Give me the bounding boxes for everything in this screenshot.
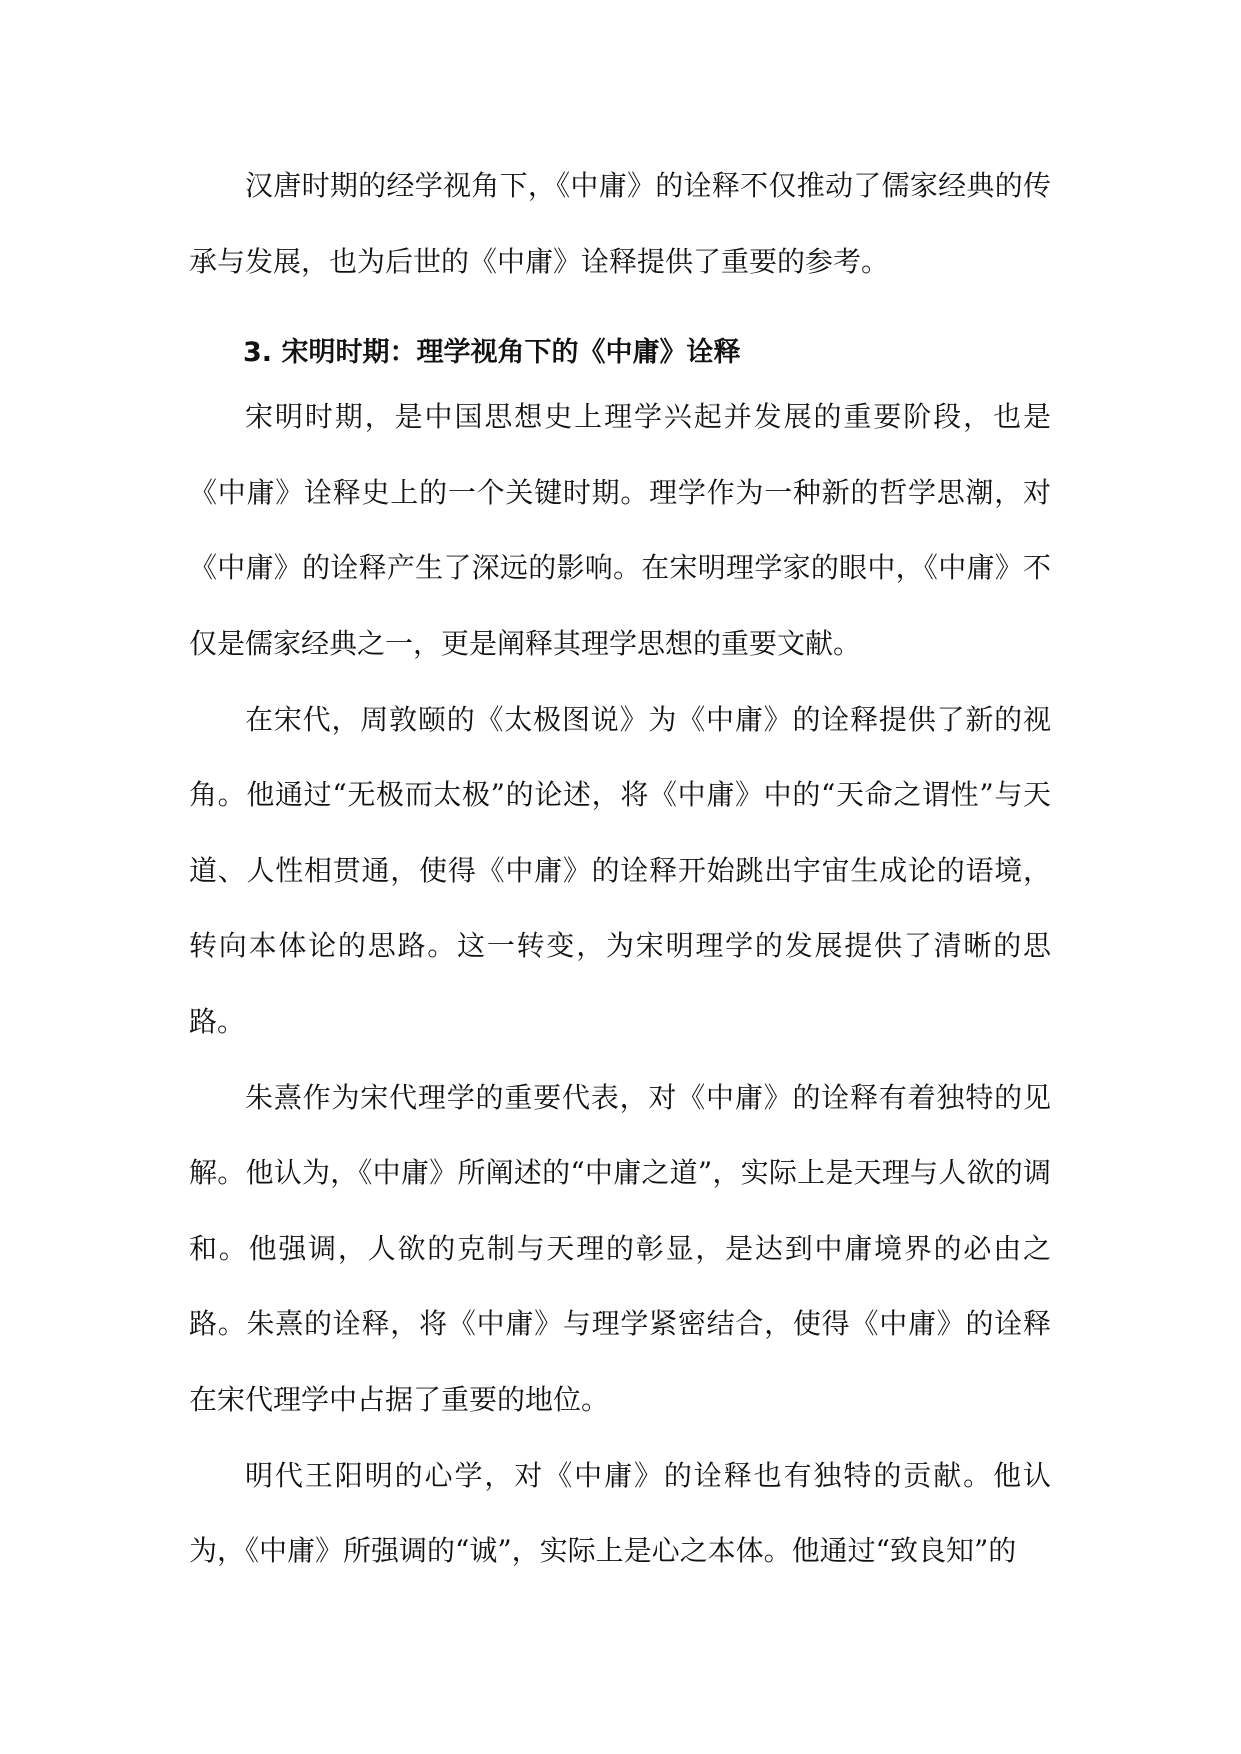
section-heading: 3. 宋明时期：理学视角下的《中庸》诠释 bbox=[243, 337, 741, 369]
paragraph-song-ming-intro: 宋明时期，是中国思想史上理学兴起并发展的重要阶段，也是《中庸》诠释史上的一个关键时期。理学作为一种新的哲学思潮，对《中庸》的诠释产生了深远的影响。在宋明理学家的眼中，《中庸》不仅是儒家经典之一，更是阐释其理学思想的重要文献。 bbox=[189, 400, 1051, 660]
document-body bbox=[189, 148, 1051, 1589]
paragraph-han-tang-conclusion: 汉唐时期的经学视角下，《中庸》的诠释不仅推动了儒家经典的传承与发展，也为后世的《中庸》诠释提供了重要的参考。 bbox=[189, 169, 1051, 278]
paragraph-zhu-xi: 朱熹作为宋代理学的重要代表，对《中庸》的诠释有着独特的见解。他认为，《中庸》所阐述的“中庸之道”，实际上是天理与人欲的调和。他强调，人欲的克制与天理的彰显，是达到中庸境界的必由之路。朱熹的诠释，将《中庸》与理学紧密结合，使得《中庸》的诠释在宋代理学中占据了重要的地位。 bbox=[189, 1080, 1051, 1416]
paragraph-wang-yangming: 明代王阳明的心学，对《中庸》的诠释也有独特的贡献。他认为，《中庸》所强调的“诚”，实际上是心之本体。他通过“致良知”的 bbox=[189, 1458, 1051, 1568]
paragraph-zhou-dunyi: 在宋代，周敦颐的《太极图说》为《中庸》的诠释提供了新的视角。他通过“无极而太极”的论述，将《中庸》中的“天命之谓性”与天道、人性相贯通，使得《中庸》的诠释开始跳出宇宙生成论的语境，转向本体论的思路。这一转变，为宋明理学的发展提供了清晰的思路。 bbox=[189, 702, 1051, 1038]
